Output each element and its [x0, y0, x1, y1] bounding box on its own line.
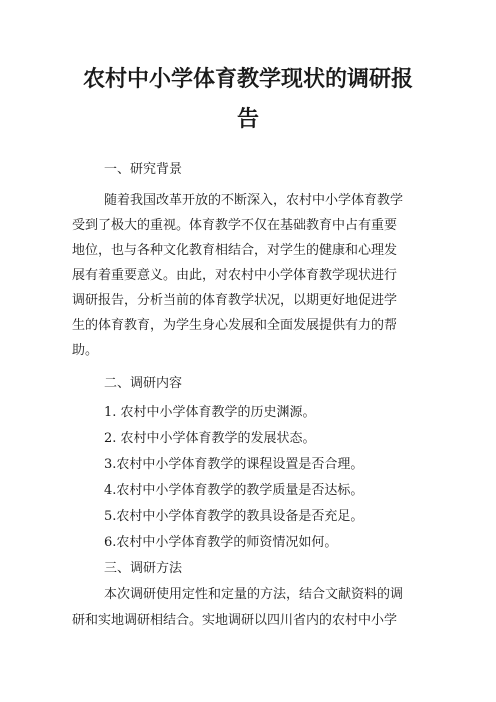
paragraph-line: 展有着重要意义。由此，对农村中小学体育教学现状进行 — [72, 268, 398, 283]
list-item: 6.农村中小学体育教学的师资情况如何。 — [104, 535, 338, 550]
list-item: 4.农村中小学体育教学的教学质量是否达标。 — [104, 483, 364, 498]
document-title-line-1: 农村中小学体育教学现状的调研报 — [82, 67, 413, 92]
list-item: 5.农村中小学体育教学的教具设备是否充足。 — [104, 509, 364, 524]
list-item: 2. 农村中小学体育教学的发展状态。 — [104, 431, 316, 446]
list-item: 1. 农村中小学体育教学的历史渊源。 — [104, 405, 316, 420]
section-heading-background: 一、研究背景 — [104, 162, 183, 177]
paragraph-line: 地位，也与各种文化教育相结合，对学生的健康和心理发 — [72, 243, 398, 258]
paragraph-line: 本次调研使用定性和定量的方法，结合文献资料的调 — [104, 587, 404, 602]
paragraph-line: 受到了极大的重视。体育教学不仅在基础教育中占有重要 — [72, 218, 398, 233]
list-item: 3.农村中小学体育教学的课程设置是否合理。 — [104, 457, 364, 472]
section-heading-content: 二、调研内容 — [104, 376, 183, 391]
paragraph-line: 研和实地调研相结合。实地调研以四川省内的农村中小学 — [72, 613, 398, 628]
section-heading-method: 三、调研方法 — [104, 561, 183, 576]
paragraph-line: 调研报告，分析当前的体育教学状况，以期更好地促进学 — [72, 293, 398, 308]
paragraph-line: 生的体育教育，为学生身心发展和全面发展提供有力的帮 — [72, 318, 398, 333]
document-title-line-2: 告 — [236, 107, 259, 132]
paragraph-line: 随着我国改革开放的不断深入，农村中小学体育教学 — [104, 193, 404, 208]
paragraph-line: 助。 — [72, 343, 99, 358]
